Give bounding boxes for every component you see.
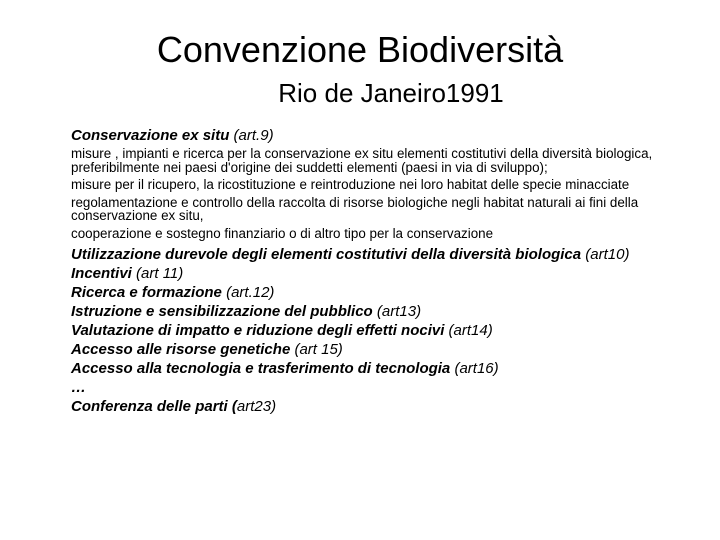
measure-item: regolamentazione e controllo della raccolta di risorse biologiche negli habitat naturali ai fini della conservazione ex situ, xyxy=(71,194,639,224)
article-ref: (art 11) xyxy=(131,264,184,282)
article-heading xyxy=(71,264,671,283)
article-name: Istruzione e sensibilizzazione del pubblico xyxy=(71,302,373,320)
measure-item: cooperazione e sostegno finanziario o di altro tipo per la conservazione xyxy=(71,225,494,241)
article-ref: (art10) xyxy=(581,245,630,263)
measure-item: misure , impianti e ricerca per la conservazione ex situ elementi costitutivi della diversità biologica, preferibilmente nei paesi d'origine dei suddetti elementi (paesi in via di sviluppo); xyxy=(71,146,653,175)
article-ref: (art.12) xyxy=(221,283,275,301)
measure-item: misure per il ricupero, la ricostituzione e reintroduzione nei loro habitat delle specie minacciate xyxy=(71,177,630,193)
slide-title: Convenzione Biodiversità xyxy=(156,29,564,70)
article-name: Accesso alle risorse genetiche xyxy=(71,340,291,358)
slide-subtitle: Rio de Janeiro1991 xyxy=(278,78,504,108)
article-ref: (art13) xyxy=(372,302,422,320)
section-heading-conservazione xyxy=(71,126,671,145)
article-name: … xyxy=(71,378,86,396)
article-heading xyxy=(71,321,671,340)
article-name: Conferenza delle parti ( xyxy=(71,397,237,415)
article-name: Valutazione di impatto e riduzione degli effetti nocivi xyxy=(71,321,445,339)
article-heading xyxy=(71,283,671,302)
article-ref: (art14) xyxy=(444,321,493,339)
ellipsis-line xyxy=(71,378,671,397)
article-ref: art23) xyxy=(236,397,277,415)
article-heading xyxy=(71,302,671,321)
heading-name: Conservazione ex situ xyxy=(71,127,230,144)
slide-content xyxy=(71,126,671,416)
article-name: Accesso alla tecnologia e trasferimento di tecnologia xyxy=(71,359,451,377)
article-ref: (art16) xyxy=(450,359,499,377)
article-heading xyxy=(71,359,671,378)
article-name: Incentivi xyxy=(71,264,132,282)
article-heading xyxy=(71,245,671,264)
article-name: Utilizzazione durevole degli elementi costitutivi della diversità biologica xyxy=(71,245,582,263)
heading-ref: (art.9) xyxy=(229,127,274,144)
article-ref: (art 15) xyxy=(290,340,343,358)
article-heading xyxy=(71,340,671,359)
article-heading xyxy=(71,397,671,416)
article-name: Ricerca e formazione xyxy=(71,283,222,301)
